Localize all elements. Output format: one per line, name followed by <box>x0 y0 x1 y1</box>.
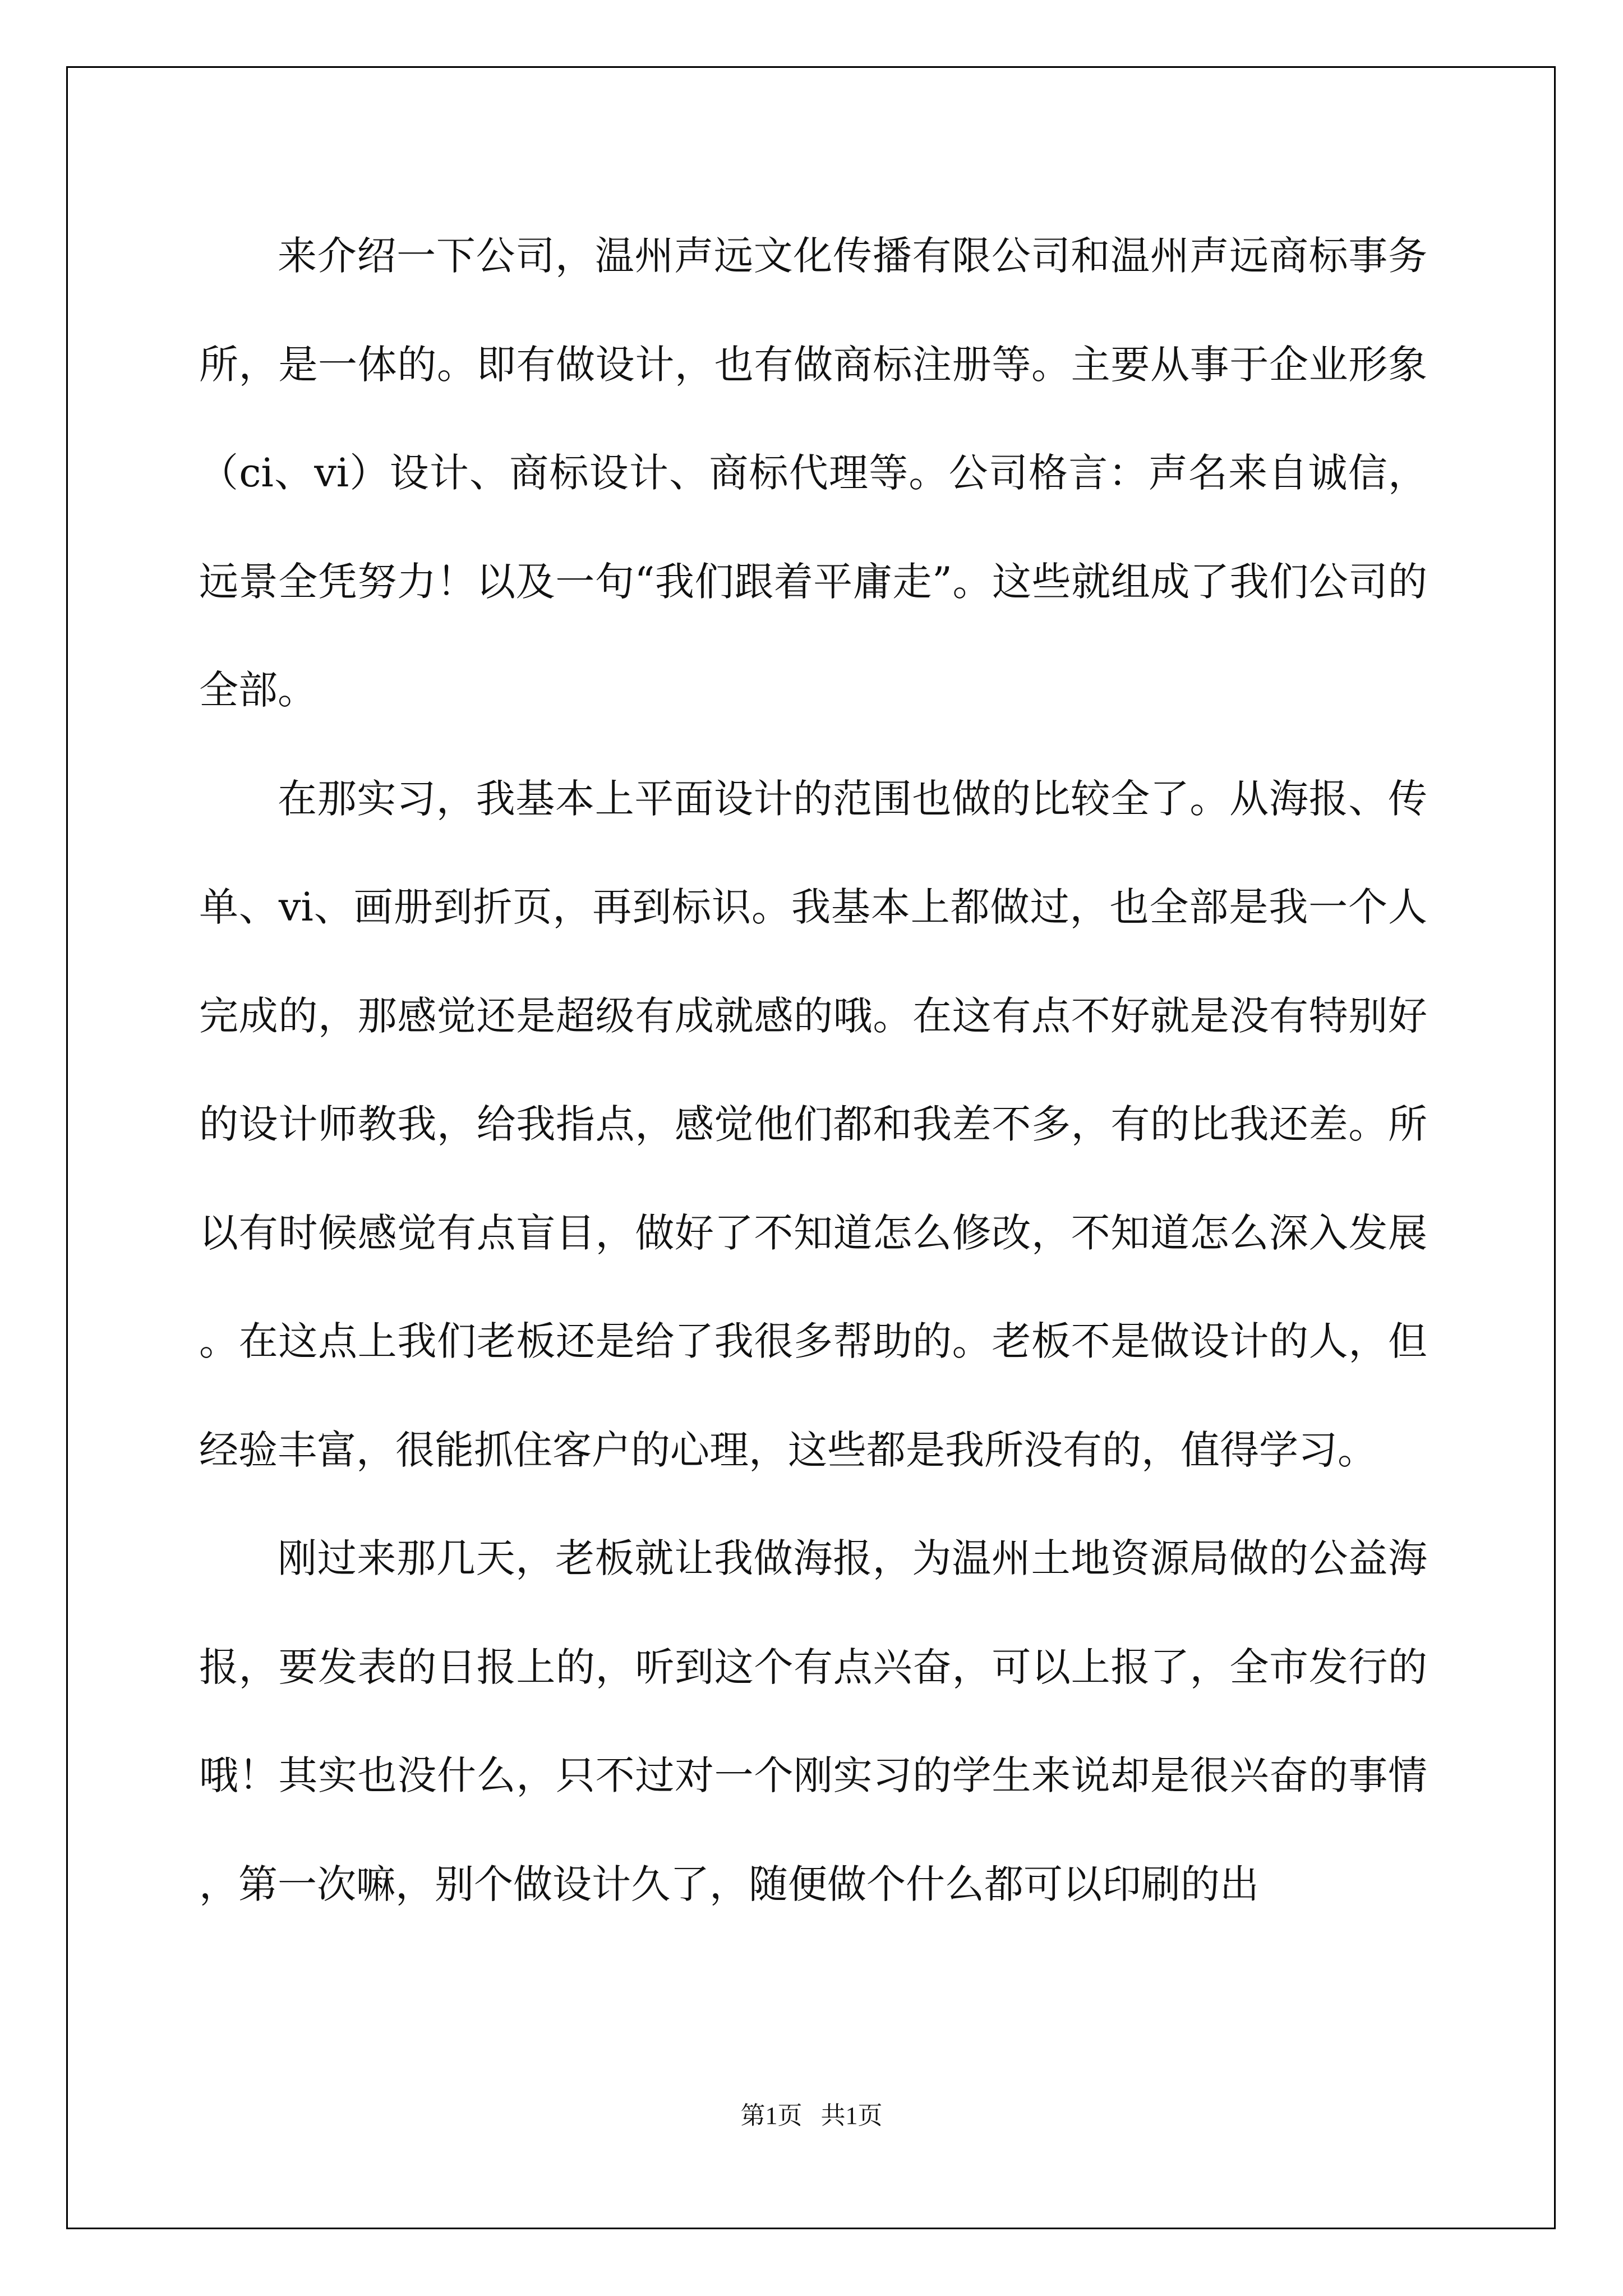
paragraph-internship-work: 在那实习，我基本上平面设计的范围也做的比较全了。从海报、传单、vi、画册到折页，再到标识。我基本上都做过，也全部是我一个人完成的，那感觉还是超级有成就感的哦。在这有点不好就是没有特别好的设计师教我，给我指点，感觉他们都和我差不多，有的比我还差。所以有时候感觉有点盲目，做好了不知道怎么修改，不知道怎么深入发展。在这点上我们老板还是给了我很多帮助的。老板不是做设计的人，但经验丰富，很能抓住客户的心理，这些都是我所没有的，值得学习。 <box>199 775 1427 1473</box>
page-footer: 第1页 共1页 <box>740 2102 883 2129</box>
paragraph-first-poster: 刚过来那几天，老板就让我做海报，为温州土地资源局做的公益海报，要发表的日报上的，听到这个有点兴奋，可以上报了，全市发行的哦！其实也没什么，只不过对一个刚实习的学生来说却是很兴奋的事情，第一次嘛，别个做设计久了，随便做个什么都可以印刷的出 <box>199 1535 1427 1907</box>
paragraph-company-intro: 来介绍一下公司，温州声远文化传播有限公司和温州声远商标事务所，是一体的。即有做设计，也有做商标注册等。主要从事于企业形象（ci、vi）设计、商标设计、商标代理等。公司格言：声名来自诚信，远景全凭努力！以及一句“我们跟着平庸走”。这些就组成了我们公司的全部。 <box>199 233 1427 713</box>
document-body <box>199 202 1427 1939</box>
